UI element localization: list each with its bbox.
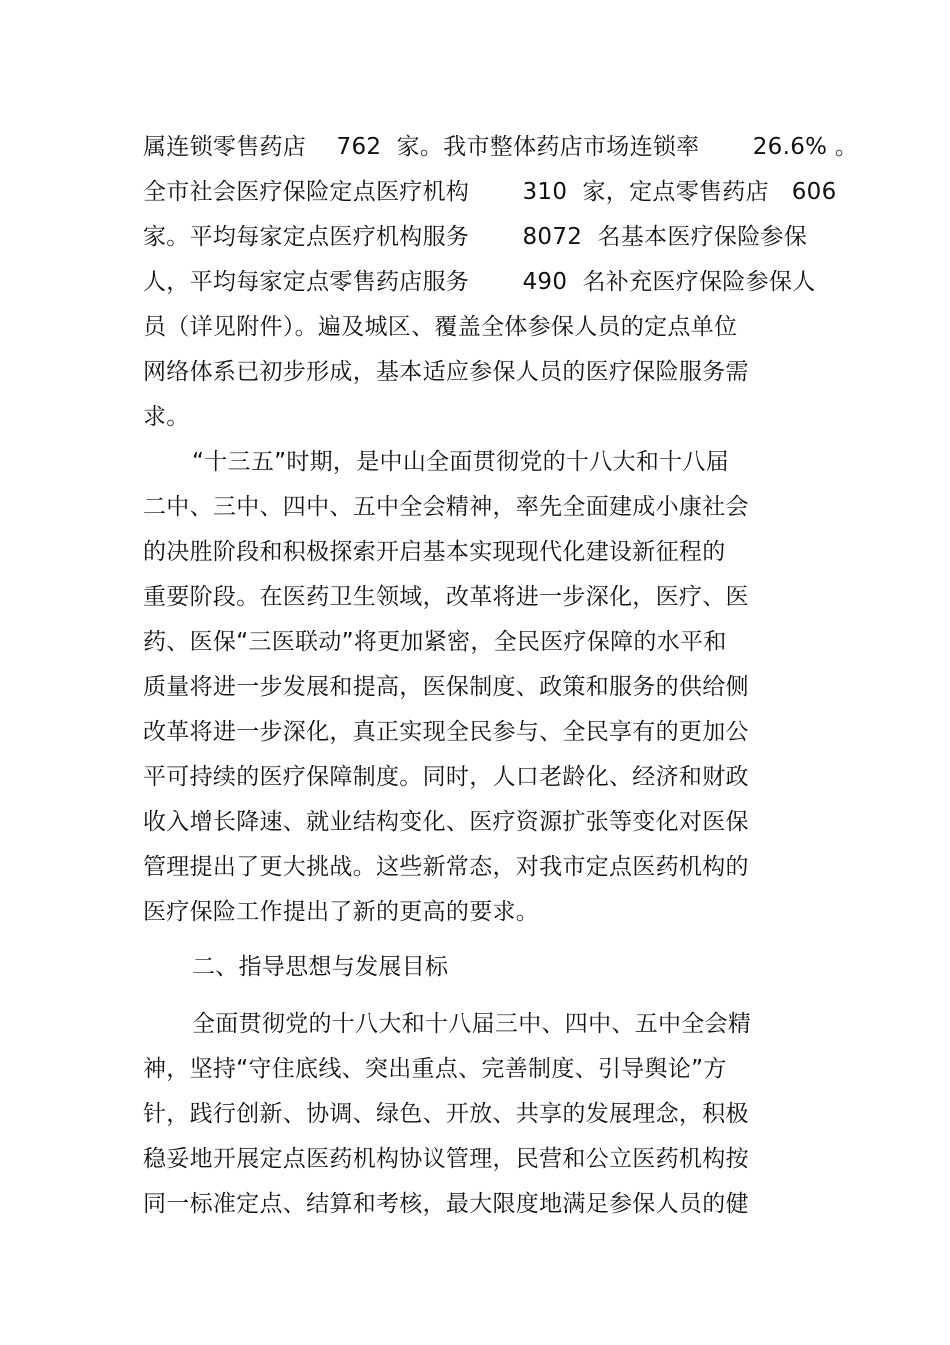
paragraph-line: 平可持续的医疗保障制度。同时，人口老龄化、经济和财政: [143, 764, 749, 790]
paragraph-line: 全市社会医疗保险定点医疗机构 310 家，定点零售药店 606: [143, 179, 837, 205]
paragraph-line: 重要阶段。在医药卫生领域，改革将进一步深化，医疗、医: [143, 584, 749, 610]
paragraph-line: 网络体系已初步形成，基本适应参保人员的医疗保险服务需: [143, 359, 749, 385]
paragraph-line: 管理提出了更大挑战。这些新常态，对我市定点医药机构的: [143, 854, 749, 880]
paragraph-line: 员（详见附件）。遍及城区、覆盖全体参保人员的定点单位: [143, 314, 738, 340]
paragraph-line: 针，践行创新、协调、绿色、开放、共享的发展理念，积极: [143, 1101, 749, 1127]
paragraph-line: 药、医保“三医联动”将更加紧密，全民医疗保障的水平和: [143, 629, 727, 655]
section-heading: 二、指导思想与发展目标: [192, 954, 449, 980]
paragraph-line: 同一标准定点、结算和考核，最大限度地满足参保人员的健: [143, 1191, 749, 1217]
paragraph-line: 属连锁零售药店 762 家。我市整体药店市场连锁率 26.6% 。: [143, 134, 859, 160]
paragraph-line: 二中、三中、四中、五中全会精神，率先全面建成小康社会: [143, 494, 749, 520]
paragraph-line: 人，平均每家定点零售药店服务 490 名补充医疗保险参保人: [143, 269, 816, 295]
paragraph-line: 改革将进一步深化，真正实现全民参与、全民享有的更加公: [143, 719, 749, 745]
paragraph-line: 神，坚持“守住底线、突出重点、完善制度、引导舆论”方: [143, 1056, 727, 1082]
paragraph-line: 全面贯彻党的十八大和十八届三中、四中、五中全会精: [192, 1011, 752, 1037]
paragraph-line: 收入增长降速、就业结构变化、医疗资源扩张等变化对医保: [143, 809, 749, 835]
paragraph-line: 质量将进一步发展和提高，医保制度、政策和服务的供给侧: [143, 674, 749, 700]
paragraph-line: 的决胜阶段和积极探索开启基本实现现代化建设新征程的: [143, 539, 726, 565]
paragraph-line: 稳妥地开展定点医药机构协议管理，民营和公立医药机构按: [143, 1146, 749, 1172]
paragraph-line: 求。: [143, 404, 190, 430]
paragraph-line: 家。平均每家定点医疗机构服务 8072 名基本医疗保险参保: [143, 224, 808, 250]
paragraph-line: 医疗保险工作提出了新的更高的要求。: [143, 899, 540, 925]
paragraph-line: “十三五”时期，是中山全面贯彻党的十八大和十八届: [192, 449, 730, 475]
